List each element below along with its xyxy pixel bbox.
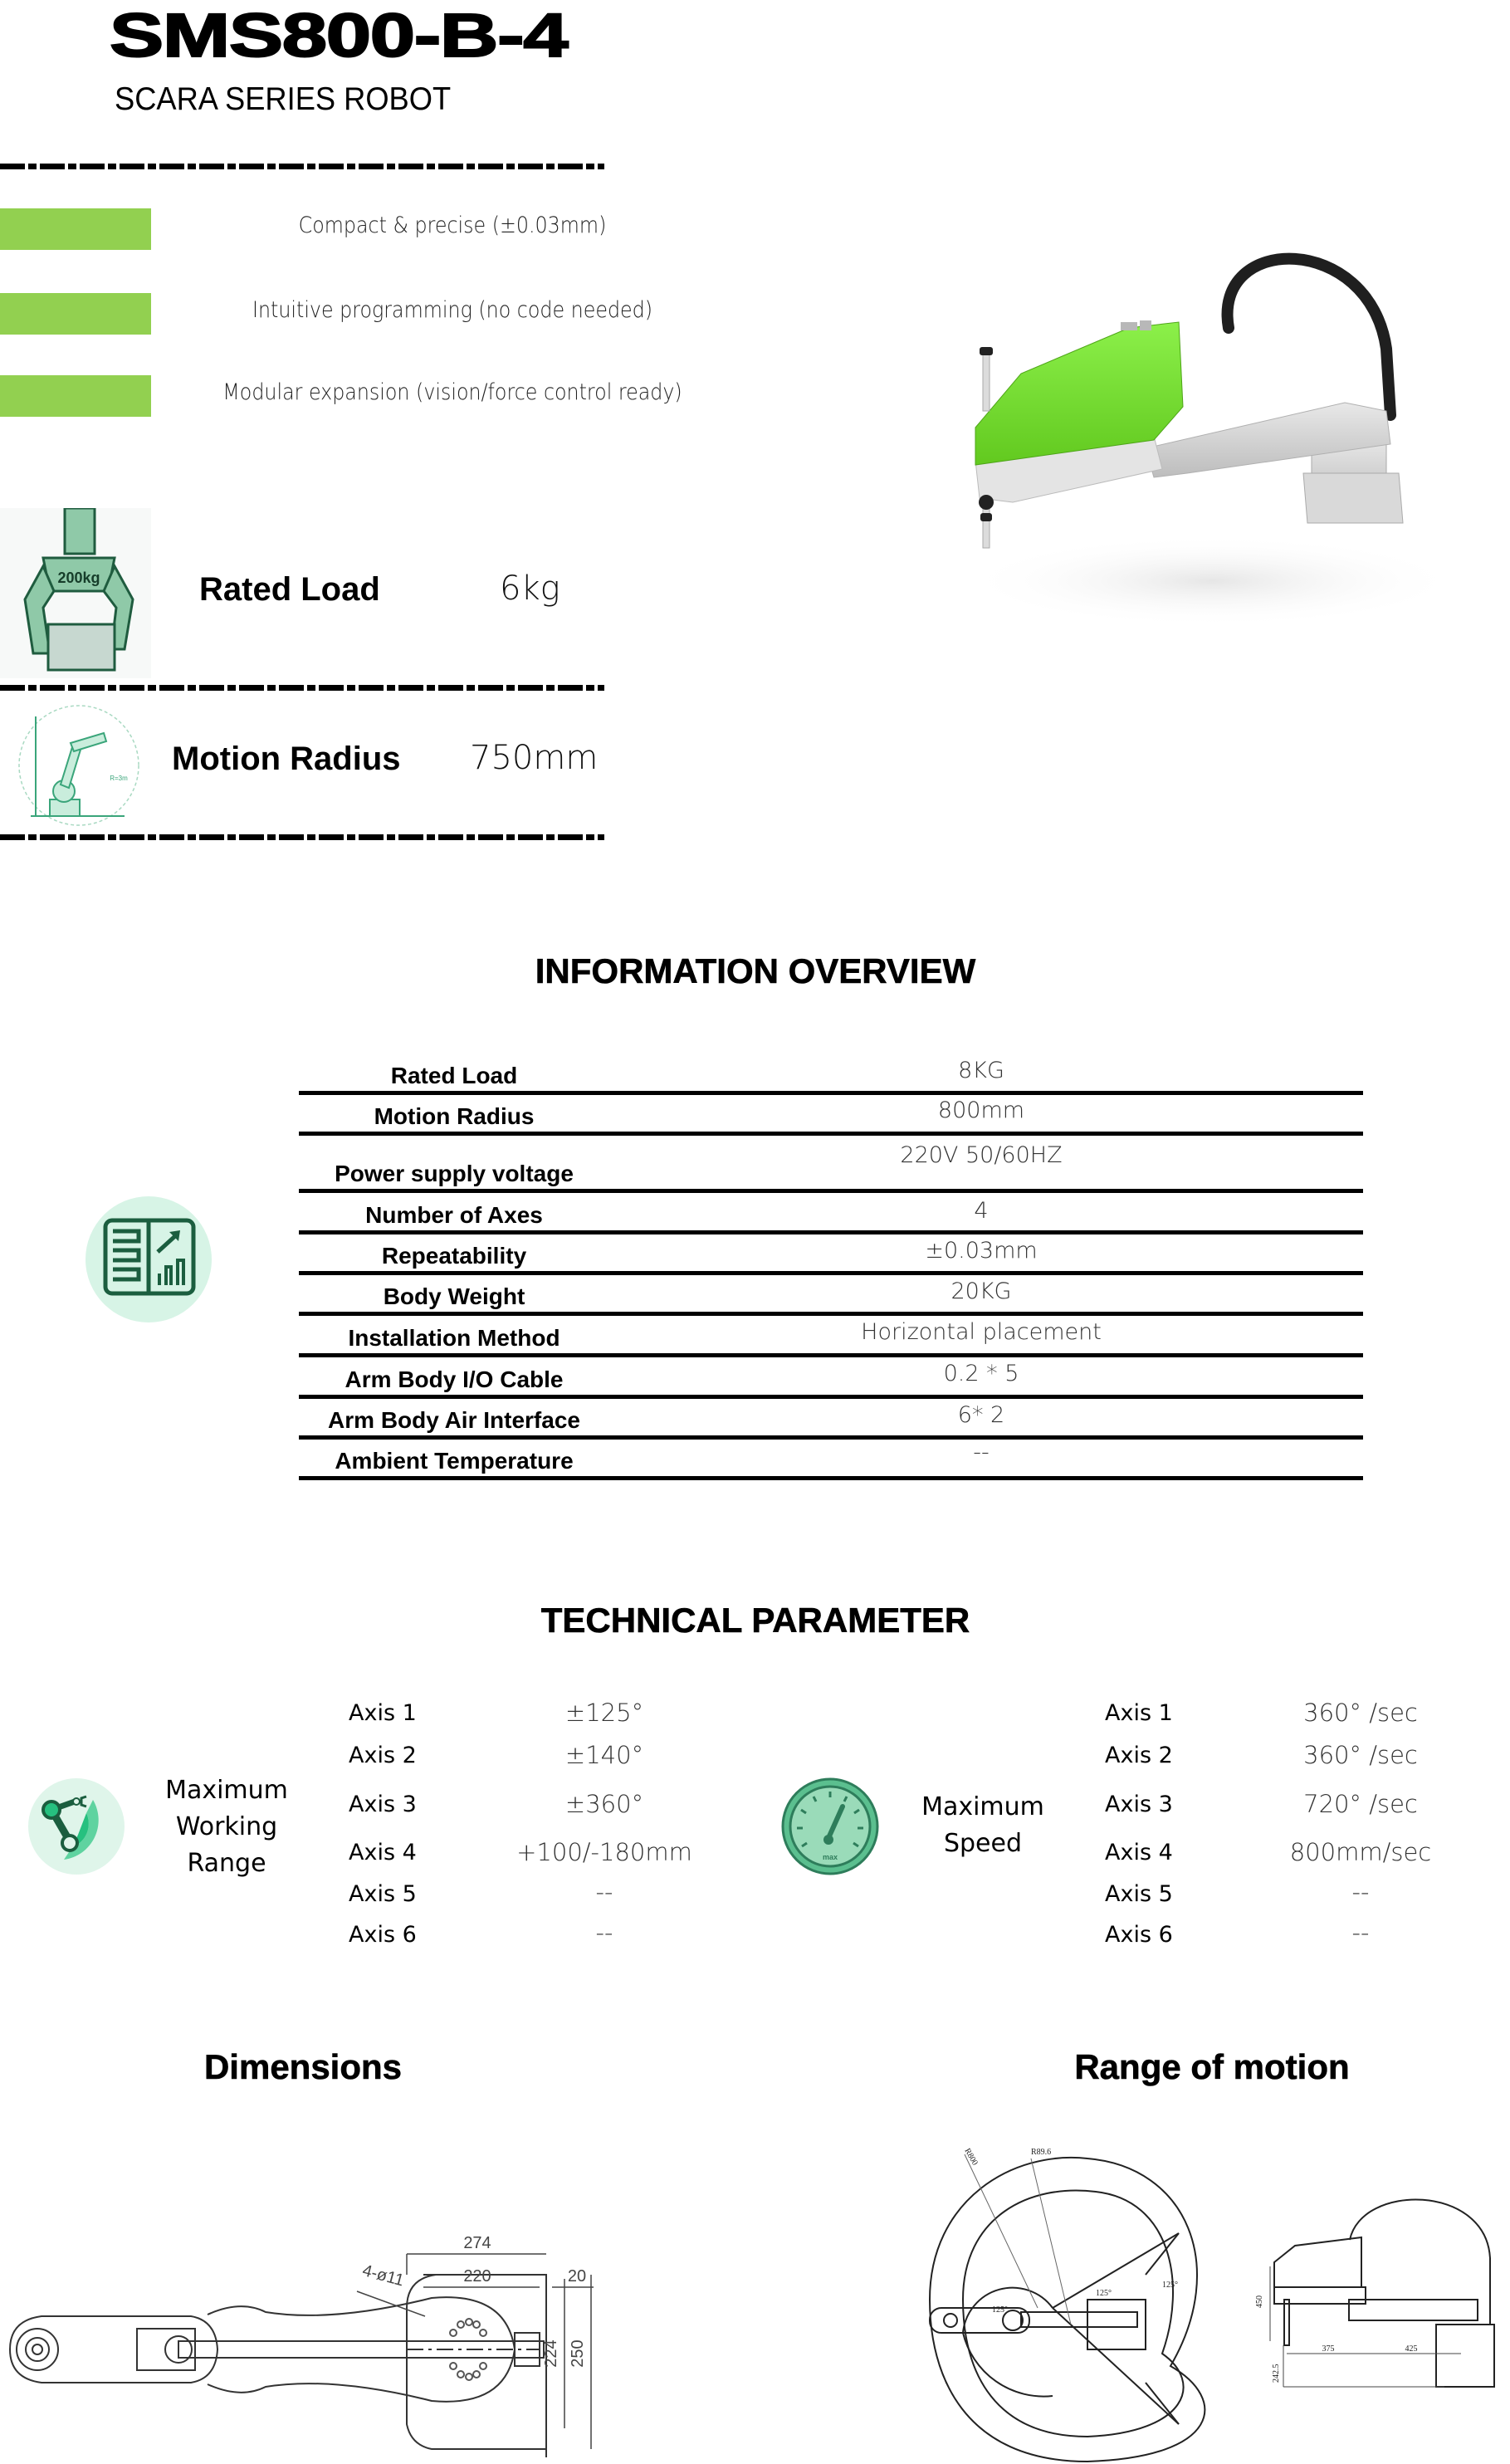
axis-value: ±360° [564, 1790, 644, 1818]
table-row [299, 1399, 1363, 1440]
arm2-length-label: 425 [1405, 2344, 1418, 2354]
row-value: 0.2 * 5 [943, 1361, 1019, 1386]
row-label: Number of Axes [365, 1202, 543, 1228]
product-subtitle: SCARA SERIES ROBOT [115, 81, 452, 117]
gripper-icon-text: 200kg [57, 570, 100, 586]
feature-text: Intuitive programming (no code needed) [252, 297, 653, 323]
row-label: Arm Body Air Interface [328, 1407, 580, 1433]
axis-value: -- [1351, 1878, 1370, 1906]
rated-load-label: Rated Load [199, 571, 380, 608]
axis-label: Axis 4 [1105, 1840, 1173, 1865]
feature-bullet-bar [0, 375, 151, 417]
radius-r800-label: R800 [962, 2147, 980, 2168]
dimension-220: 220 [463, 2267, 491, 2286]
row-label: Power supply voltage [335, 1161, 574, 1186]
table-row [299, 1193, 1363, 1234]
range-of-motion-drawing [913, 2134, 1510, 2464]
stroke-label: 242.5 [1272, 2364, 1281, 2383]
table-row [299, 1234, 1363, 1275]
axis-label: Axis 3 [1105, 1792, 1173, 1817]
max-speed-label-line: Speed [943, 1829, 1023, 1858]
dimensions-drawing [0, 2175, 614, 2457]
row-label: Ambient Temperature [335, 1448, 574, 1474]
row-label: Body Weight [383, 1283, 525, 1309]
gripper-icon [0, 508, 151, 678]
dimension-250: 250 [569, 2339, 587, 2368]
rated-load-value: 6kg [500, 570, 560, 608]
dashed-divider [0, 164, 604, 169]
axis-value: 800mm/sec [1289, 1838, 1432, 1866]
row-label: Rated Load [390, 1063, 518, 1088]
axis-value: -- [595, 1878, 613, 1906]
table-row [299, 1053, 1363, 1095]
feature-text: Compact & precise (±0.03mm) [298, 213, 607, 238]
row-label: Repeatability [381, 1243, 527, 1269]
feature-bullet-bar [0, 208, 151, 250]
dimension-274: 274 [463, 2234, 491, 2252]
working-range-label-line: Maximum [165, 1776, 288, 1805]
dimensions-title: Dimensions [203, 2047, 403, 2086]
axis-value: 720° /sec [1303, 1790, 1418, 1818]
row-label: Installation Method [348, 1325, 560, 1351]
speedometer-icon [780, 1777, 880, 1876]
table-row [299, 1316, 1363, 1357]
angle-label: 125° [1162, 2281, 1178, 2290]
table-row [299, 1440, 1363, 1480]
height-label: 450 [1255, 2295, 1264, 2308]
dashed-divider [0, 685, 604, 691]
radius-inner-label: R89.6 [1031, 2148, 1052, 2157]
range-of-motion-title: Range of motion [1074, 2047, 1350, 2086]
speedometer-icon-text: max [822, 1853, 838, 1861]
axis-value: 360° /sec [1303, 1699, 1418, 1727]
motion-radius-label: Motion Radius [172, 741, 401, 777]
max-speed-label-line: Maximum [921, 1792, 1044, 1821]
axis-value: -- [595, 1919, 613, 1947]
axis-value: 360° /sec [1303, 1741, 1418, 1769]
axis-label: Axis 1 [1105, 1700, 1173, 1726]
product-model-title: SMS800-B-4 [110, 1, 568, 70]
robot-product-image [938, 249, 1510, 639]
axis-label: Axis 4 [349, 1840, 417, 1865]
axis-label: Axis 2 [349, 1743, 417, 1768]
feature-bullet-bar [0, 293, 151, 335]
working-range-label [127, 1772, 326, 1882]
working-range-icon [27, 1777, 126, 1876]
feature-text: Modular expansion (vision/force control ready) [222, 379, 682, 405]
axis-value: ±125° [564, 1699, 644, 1727]
row-value: -- [973, 1440, 990, 1465]
table-row [299, 1136, 1363, 1193]
table-row [299, 1275, 1363, 1316]
row-label: Arm Body I/O Cable [345, 1366, 564, 1392]
report-chart-icon [83, 1194, 214, 1325]
row-label: Motion Radius [374, 1103, 535, 1129]
row-value: Horizontal placement [861, 1319, 1102, 1345]
information-overview-title: INFORMATION OVERVIEW [535, 951, 976, 990]
axis-label: Axis 5 [349, 1881, 417, 1907]
axis-label: Axis 2 [1105, 1743, 1173, 1768]
axis-label: Axis 6 [1105, 1922, 1173, 1948]
motion-radius-value: 750mm [470, 739, 599, 777]
axis-value: -- [1351, 1919, 1370, 1947]
row-value: 8KG [958, 1058, 1004, 1083]
working-range-label-line: Range [187, 1849, 266, 1878]
axis-label: Axis 6 [349, 1922, 417, 1948]
table-row [299, 1357, 1363, 1399]
angle-label: 125° [992, 2305, 1008, 2315]
arm1-length-label: 375 [1322, 2344, 1335, 2354]
radius-icon-text: R=3m [110, 775, 128, 782]
technical-parameter-title: TECHNICAL PARAMETER [540, 1601, 970, 1640]
row-value: 220V 50/60HZ [900, 1142, 1063, 1168]
row-value: 4 [974, 1198, 989, 1224]
working-range-label-line: Working [175, 1812, 278, 1841]
dimension-20: 20 [567, 2267, 587, 2286]
row-value: 6* 2 [957, 1402, 1005, 1428]
angle-label: 125° [1096, 2289, 1112, 2298]
robot-arm-radius-icon [12, 702, 145, 830]
dimension-224: 224 [542, 2339, 560, 2368]
axis-label: Axis 3 [349, 1792, 417, 1817]
row-value: 20KG [950, 1278, 1012, 1304]
dashed-divider [0, 834, 604, 840]
axis-label: Axis 5 [1105, 1881, 1173, 1907]
table-row [299, 1095, 1363, 1136]
row-value: 800mm [937, 1098, 1025, 1123]
dimension-holes: 4-ø11 [360, 2261, 406, 2290]
max-speed-label [883, 1789, 1082, 1862]
row-value: ±0.03mm [925, 1238, 1038, 1264]
axis-value: ±140° [564, 1741, 644, 1769]
axis-value: +100/-180mm [516, 1838, 692, 1866]
axis-label: Axis 1 [349, 1700, 417, 1726]
